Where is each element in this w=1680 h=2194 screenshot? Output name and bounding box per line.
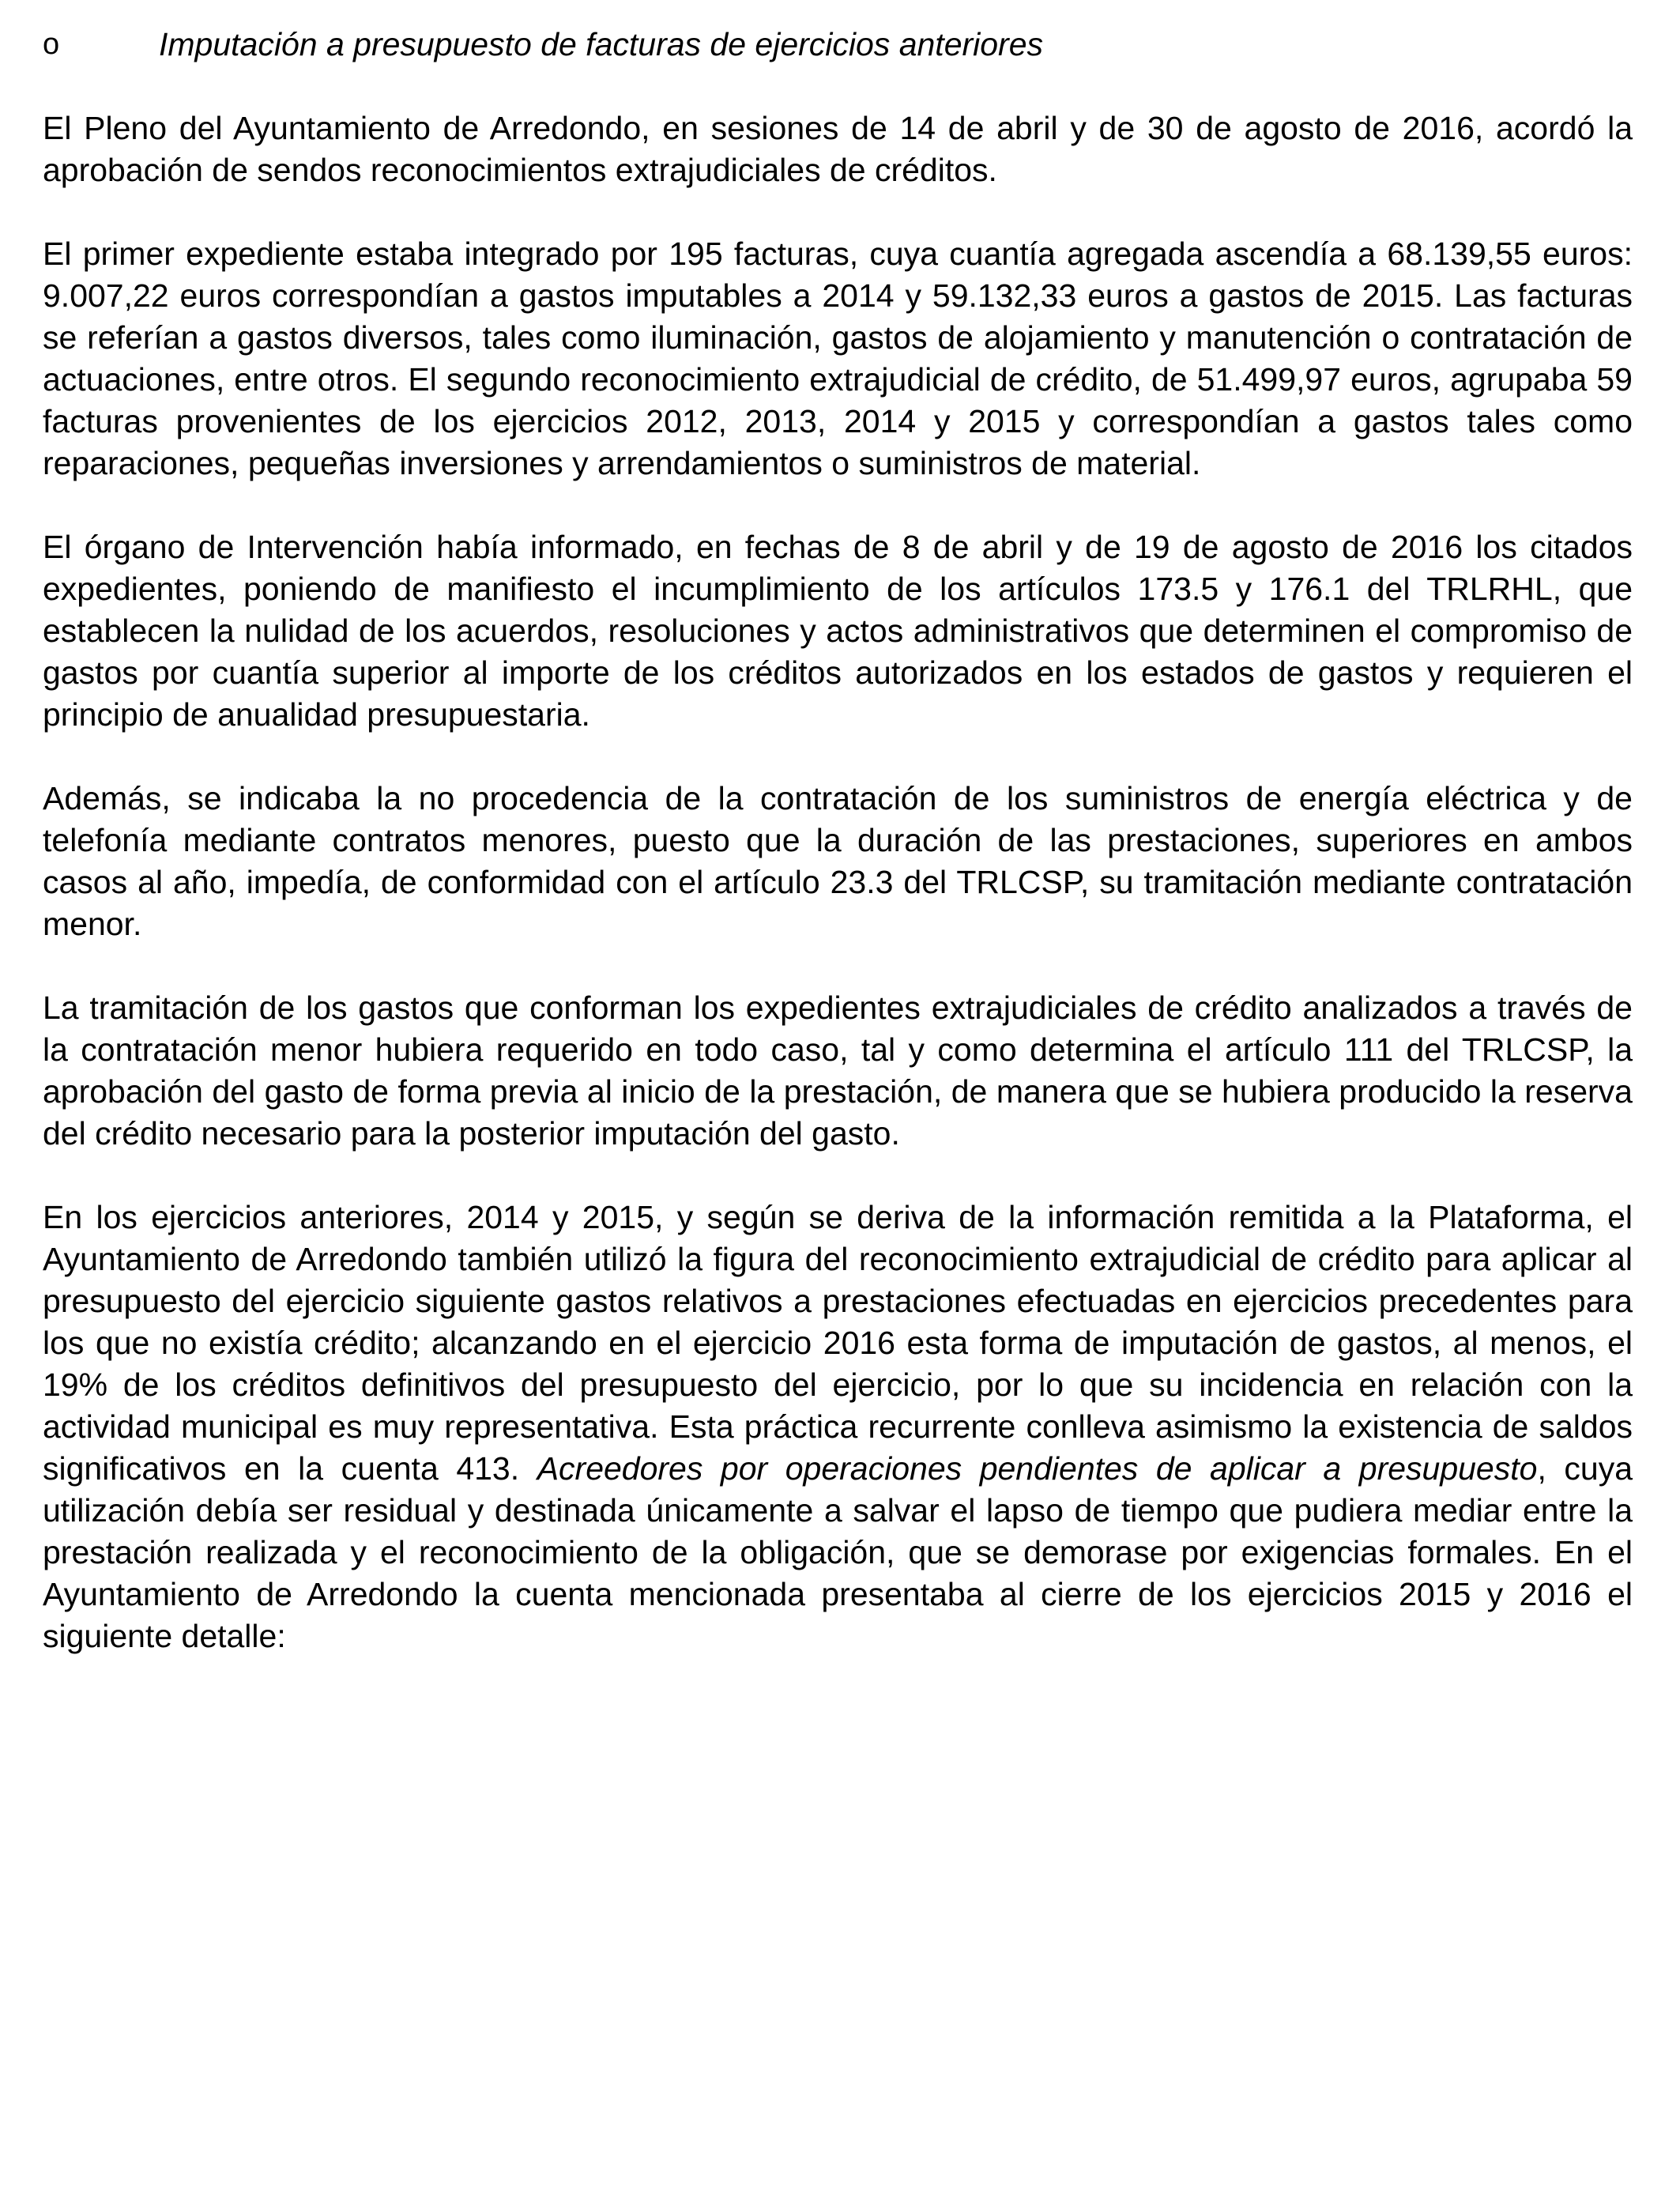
paragraph-primer-expediente: El primer expediente estaba integrado por 195 facturas, cuya cuantía agregada ascendía a 68.139,55 euros: 9.007,22 euros correspondían a gastos imputables a 2014 y 59.132,33 euros a gastos de 2015. Las facturas se referían a gastos diversos, tales como iluminación, gastos de alojamiento y manutención o contratación de actuaciones, entre otros. El segundo reconocimiento extrajudicial de crédito, de 51.499,97 euros, agrupaba 59 facturas provenientes de los ejercicios 2012, 2013, 2014 y 2015 y correspondían a gastos tales como reparaciones, pequeñas inversiones y arrendamientos o suministros de material.: [43, 236, 1633, 481]
section-title: Imputación a presupuesto de facturas de ejercicios anteriores: [159, 26, 1044, 62]
paragraph-tramitacion: La tramitación de los gastos que conforman los expedientes extrajudiciales de crédito analizados a través de la contratación menor hubiera requerido en todo caso, tal y como determina el artículo 111 del TRLCSP, la aprobación del gasto de forma previa al inicio de la prestación, de manera que se hubiera producido la reserva del crédito necesario para la posterior imputación del gasto.: [43, 990, 1633, 1152]
paragraph-text-start: En los ejercicios anteriores, 2014 y 2015, y según se deriva de la información remitida a la Plataforma, el Ayuntamiento de Arredondo también utilizó la figura del reconocimiento extrajudicial de crédito para aplicar al presupuesto del ejercicio siguiente gastos relativos a prestaciones efectuadas en ejercicios precedentes para los que no existía crédito; alcanzando en el ejercicio 2016 esta forma de imputación de gastos, al menos, el 19% de los créditos definitivos del presupuesto del ejercicio, por lo que su incidencia en relación con la actividad municipal es muy representativa. Esta práctica recurrente conlleva asimismo la existencia de saldos significativos en la cuenta 413.: [43, 1199, 1633, 1487]
paragraph-contratos-menores: Además, se indicaba la no procedencia de la contratación de los suministros de energía eléctrica y de telefonía mediante contratos menores, puesto que la duración de las prestaciones, superiores en ambos casos al año, impedía, de conformidad con el artículo 23.3 del TRLCSP, su tramitación mediante contratación menor.: [43, 780, 1633, 942]
section-heading: [43, 24, 1633, 66]
account-413-title: Acreedores por operaciones pendientes de aplicar a presupuesto: [537, 1450, 1538, 1487]
paragraph-pleno-aprobacion: El Pleno del Ayuntamiento de Arredondo, en sesiones de 14 de abril y de 30 de agosto de 2016, acordó la aprobación de sendos reconocimientos extrajudiciales de créditos.: [43, 110, 1633, 188]
paragraph-intervencion: El órgano de Intervención había informado, en fechas de 8 de abril y de 19 de agosto de 2016 los citados expedientes, poniendo de manifiesto el incumplimiento de los artículos 173.5 y 176.1 del TRLRHL, que establecen la nulidad de los acuerdos, resoluciones y actos administrativos que determinen el compromiso de gastos por cuantía superior al importe de los créditos autorizados en los estados de gastos y requieren el principio de anualidad presupuestaria.: [43, 529, 1633, 733]
bullet-marker: o: [43, 28, 60, 61]
paragraph-text-end: , cuya utilización debía ser residual y destinada únicamente a salvar el lapso de tiempo que pudiera mediar entre la prestación realizada y el reconocimiento de la obligación, que se demorase por exigencias formales. En el Ayuntamiento de Arredondo la cuenta mencionada presentaba al cierre de los ejercicios 2015 y 2016 el siguiente detalle:: [43, 1450, 1633, 1654]
paragraph-ejercicios-anteriores: [43, 1197, 1633, 1657]
document-page: [43, 24, 1633, 1699]
